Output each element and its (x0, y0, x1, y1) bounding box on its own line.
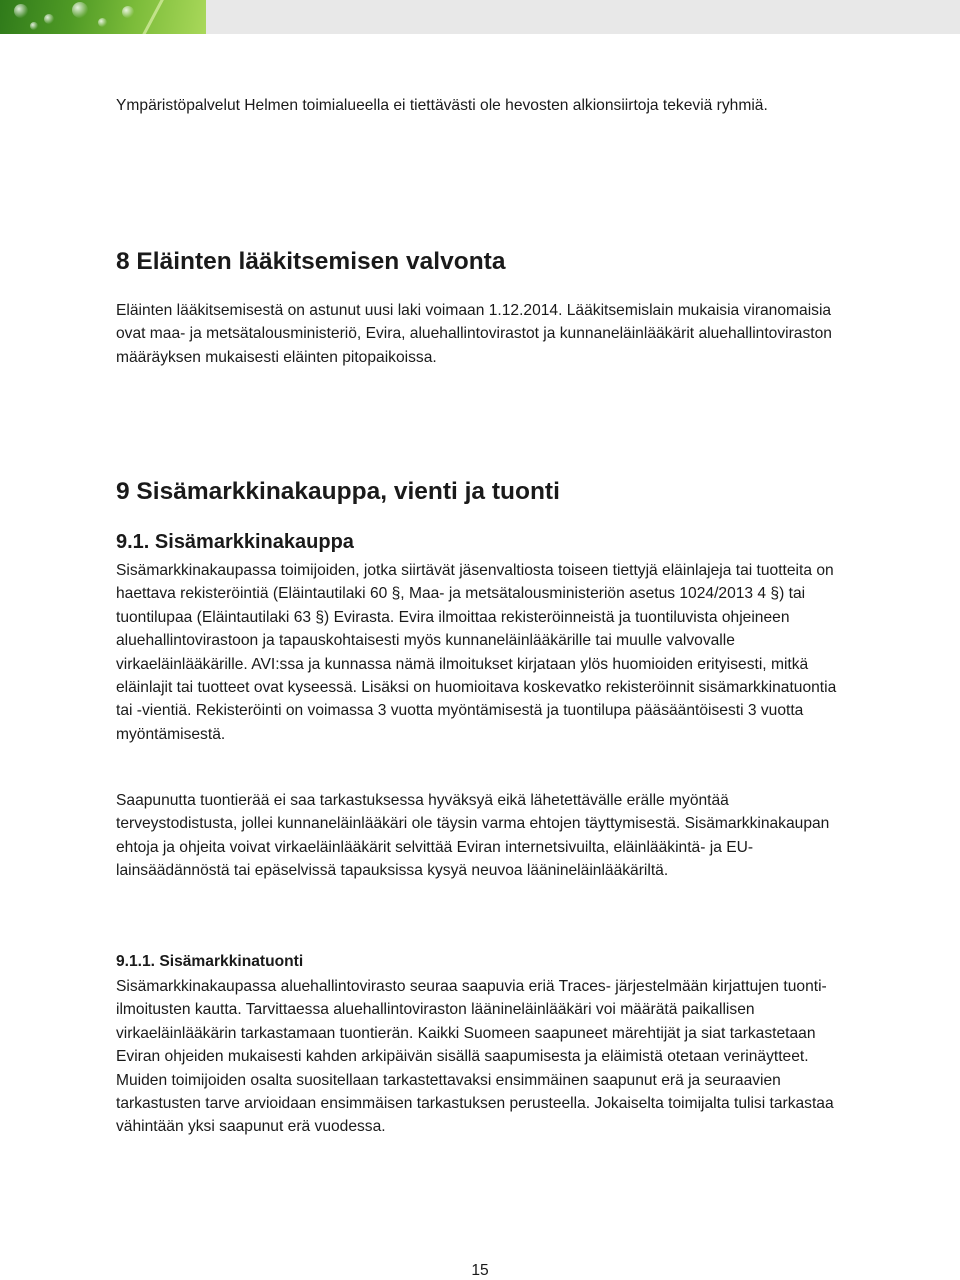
water-drop-icon (98, 18, 107, 27)
water-drop-icon (122, 6, 134, 18)
section-heading-9: 9 Sisämarkkinakauppa, vienti ja tuonti (116, 478, 560, 505)
water-drop-icon (14, 4, 28, 18)
paragraph-import-inspection: Saapunutta tuontierää ei saa tarkastuksessa hyväksyä eikä lähetettävälle erälle myöntää terveystodistusta, jollei kunnaneläinlääkäri ole täysin varma ehtojen täyttymisestä. Sisämarkkinakaupan ehtoja ja ohjeita voivat virkaeläinlääkärit selvittää Eviran internetsivuilta, eläinlääkintä- ja EU-lainsäädännöstä tai epäselvissä tapauksissa kysyä neuvoa läänineläinlääkäriltä. (116, 792, 830, 880)
section-heading-9-1-1: 9.1.1. Sisämarkkinatuonti (116, 953, 304, 970)
section-heading-8: 8 Eläinten lääkitsemisen valvonta (116, 248, 506, 275)
paragraph-medication-law: Eläinten lääkitsemisestä on astunut uusi laki voimaan 1.12.2014. Lääkitsemislain mukaisia viranomaisia ovat maa- ja metsätalousministeriö, Evira, aluehallintovirastot ja kunnaneläinlääkärit aluehallintoviraston määräyksen mukaisesti eläinten pitopaikoissa. (116, 302, 832, 366)
section-heading-9-1: 9.1. Sisämarkkinakauppa (116, 531, 354, 553)
water-drop-icon (44, 14, 54, 24)
leaf-header-image (0, 0, 206, 34)
leaf-vein (136, 0, 167, 34)
water-drop-icon (30, 22, 38, 30)
page-number: 15 (471, 1262, 489, 1279)
paragraph-embryo-transfer: Ympäristöpalvelut Helmen toimialueella ei tiettävästi ole hevosten alkionsiirtoja tekeviä ryhmiä. (116, 97, 768, 114)
paragraph-internal-market-registration: Sisämarkkinakaupassa toimijoiden, jotka siirtävät jäsenvaltiosta toiseen tiettyjä eläinlajeja tai tuotteita on haettava rekisteröintiä (Eläintautilaki 60 §, Maa- ja metsätalousministeriön asetus 1024/2013 4 §) tai tuontilupaa (Eläintautilaki 63 §) Evirasta. Evira ilmoittaa rekisteröinneistä ja tuontiluvista ohjeineen aluehallintovirastoon ja tapauskohtaisesti myös kunnaneläinlääkärille tai muulle valvovalle virkaeläinlääkärille. AVI:ssa ja kunnassa nämä ilmoitukset kirjataan ylös huomioiden erityisesti, mitkä eläinlajit tai tuotteet ovat kyseessä. Lisäksi on huomioitava koskevatko rekisteröinnit sisämarkkinatuontia tai -vientiä. Rekisteröinti on voimassa 3 vuotta myöntämisestä ja tuontilupa pääsääntöisesti 3 vuotta myöntämisestä. (116, 562, 837, 743)
water-drop-icon (72, 2, 88, 18)
paragraph-internal-market-import: Sisämarkkinakaupassa aluehallintovirasto seuraa saapuvia eriä Traces- järjestelmään kirjattujen tuonti-ilmoitusten kautta. Tarvittaessa aluehallintoviraston läänineläinlääkäri voi määrätä paikallisen virkaeläinlääkärin tarkastamaan tuontierän. Kaikki Suomeen saapuneet märehtijät ja siat tarkastetaan Eviran ohjeiden mukaisesti kahden arkipäivän sisällä saapumisesta ja eläimistä otetaan verinäytteet. Muiden toimijoiden osalta suositellaan tarkastettavaksi ensimmäinen saapunut erä ja seuraavien tarkastusten tarve arvioidaan ensimmäisen tarkastuksen perusteella. Jokaiselta toimijalta tulisi tarkastaa vähintään yksi saapunut erä vuodessa. (116, 978, 834, 1136)
